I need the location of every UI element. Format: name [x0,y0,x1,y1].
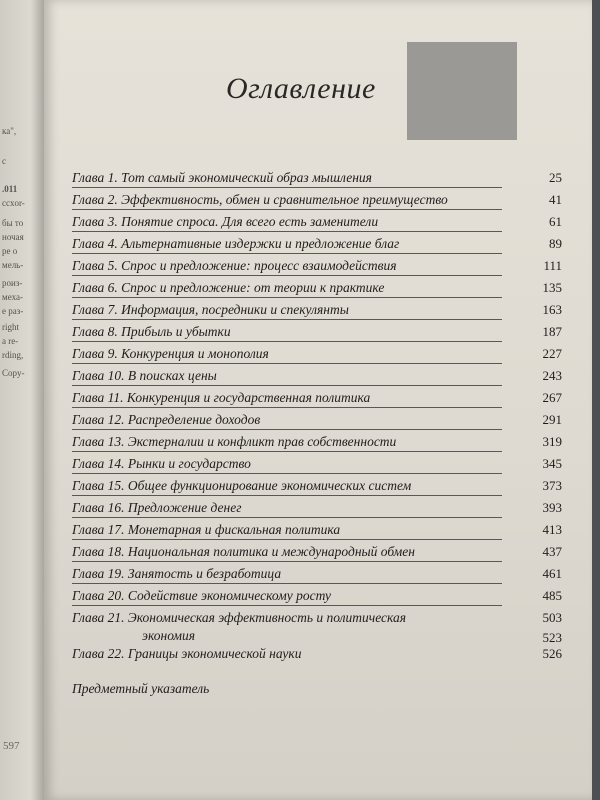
toc-page-number: 373 [542,478,562,493]
toc-page-number: 41 [549,192,562,207]
toc-row [72,258,562,280]
toc-page-number: 461 [542,566,562,581]
toc-page-number: 503 [542,610,562,625]
page-title: Оглавление [226,72,376,105]
toc-page-number: 135 [542,280,562,295]
toc-underline [72,297,502,298]
toc-row [72,390,562,412]
toc-row [72,500,562,522]
toc-underline [72,495,502,496]
toc-underline [72,539,502,540]
toc-row [72,346,562,368]
toc-chapter-label: Глава 17. Монетарная и фискальная политика [72,522,341,537]
toc-page-number: 393 [542,500,562,515]
toc-chapter-label: Глава 14. Рынки и государство [72,456,251,471]
toc-page-number: 243 [542,368,562,383]
toc-page-number: 413 [542,522,562,537]
toc-underline [72,517,502,518]
toc-chapter-label: Глава 15. Общее функционирование экономических систем [72,478,412,493]
toc-chapter-label: Глава 3. Понятие спроса. Для всего есть заменители [72,214,379,229]
toc-row [72,280,562,302]
toc-chapter-label: Глава 6. Спрос и предложение: от теории к практике [72,280,385,295]
toc-underline [72,187,502,188]
left-page-fragment: ccxor- [2,198,25,208]
toc-page-number: 319 [542,434,562,449]
toc-page-number: 61 [549,214,562,229]
table-of-contents [72,170,562,668]
toc-row [72,170,562,192]
toc-chapter-label: Глава 8. Прибыль и убытки [72,324,231,339]
toc-underline [72,429,502,430]
toc-row [72,522,562,544]
left-page-edge [0,0,44,800]
left-page-fragment: a re- [2,336,19,346]
left-page-fragment: с [2,156,6,166]
toc-page-number: 227 [542,346,562,361]
left-page-fragment: rding, [2,350,24,360]
toc-underline [72,341,502,342]
left-page-fragment: бы то [2,218,24,228]
toc-row [72,368,562,390]
toc-underline [72,231,502,232]
toc-page-number: 267 [542,390,562,405]
toc-row [72,302,562,324]
left-page-fragment: ре о [2,246,18,256]
left-page-fragment: е раз- [2,306,24,316]
toc-underline [72,473,502,474]
toc-chapter-label: Глава 10. В поисках цены [72,368,217,383]
toc-row [72,236,562,258]
book-page [44,0,592,800]
toc-chapter-label: Глава 1. Тот самый экономический образ мышления [72,170,372,185]
toc-chapter-label: Глава 9. Конкуренция и монополия [72,346,269,361]
toc-underline [72,275,502,276]
left-page-fragment: .011 [2,184,18,194]
toc-underline [72,363,502,364]
left-page-fragment: ночая [2,232,24,242]
toc-underline [72,385,502,386]
toc-chapter-label: Глава 11. Конкуренция и государственная политика [72,390,371,405]
toc-chapter-label: Глава 19. Занятость и безработица [72,566,282,581]
toc-underline [72,561,502,562]
toc-row [72,566,562,588]
toc-underline [72,319,502,320]
toc-chapter-label: Глава 12. Распределение доходов [72,412,261,427]
toc-page-number: 25 [549,170,562,185]
toc-index-label: Предметный указатель [72,681,210,696]
toc-underline [72,407,502,408]
toc-row [72,324,562,346]
toc-page-number: 89 [549,236,562,251]
toc-row [72,544,562,566]
toc-underline [72,451,502,452]
toc-row [72,192,562,214]
toc-page-number: 345 [542,456,562,471]
toc-chapter-label: Глава 22. Границы экономической науки [72,646,302,661]
toc-underline [72,209,502,210]
left-page-fragment: Copy- [2,368,25,378]
toc-row [72,214,562,236]
toc-row [72,588,562,610]
toc-page-number: 187 [542,324,562,339]
left-page-number: 597 [3,740,20,752]
toc-row [72,478,562,500]
toc-page-number: 163 [542,302,562,317]
toc-chapter-label-continued: экономия [142,628,196,643]
toc-row [72,610,562,646]
toc-page-number: 111 [543,258,562,273]
toc-chapter-label: Глава 18. Национальная политика и международный обмен [72,544,415,559]
toc-chapter-label: Глава 20. Содействие экономическому росту [72,588,331,603]
toc-chapter-label: Глава 7. Информация, посредники и спекулянты [72,302,349,317]
toc-underline [72,583,502,584]
toc-chapter-label: Глава 5. Спрос и предложение: процесс взаимодействия [72,258,397,273]
toc-row [72,434,562,456]
left-page-fragment: меха- [2,292,23,302]
toc-page-number: 523 [542,630,562,645]
toc-chapter-label: Глава 13. Экстерналии и конфликт прав собственности [72,434,397,449]
toc-page-number: 526 [542,646,562,661]
left-page-fragment: мель- [2,260,24,270]
toc-page-number: 437 [542,544,562,559]
toc-page-number: 485 [542,588,562,603]
decorative-square [407,42,517,140]
left-page-fragment: ка", [2,126,17,136]
toc-chapter-label: Глава 16. Предложение денег [72,500,242,515]
left-page-fragment: right [2,322,19,332]
toc-page-number: 291 [542,412,562,427]
left-page-fragment: роиз- [2,278,23,288]
toc-chapter-label: Глава 2. Эффективность, обмен и сравнительное преимущество [72,192,448,207]
toc-row [72,412,562,434]
toc-underline [72,605,502,606]
toc-row [72,456,562,478]
toc-underline [72,253,502,254]
toc-chapter-label: Глава 4. Альтернативные издержки и предложение благ [72,236,400,251]
toc-row [72,646,562,668]
toc-chapter-label: Глава 21. Экономическая эффективность и политическая [72,610,407,625]
